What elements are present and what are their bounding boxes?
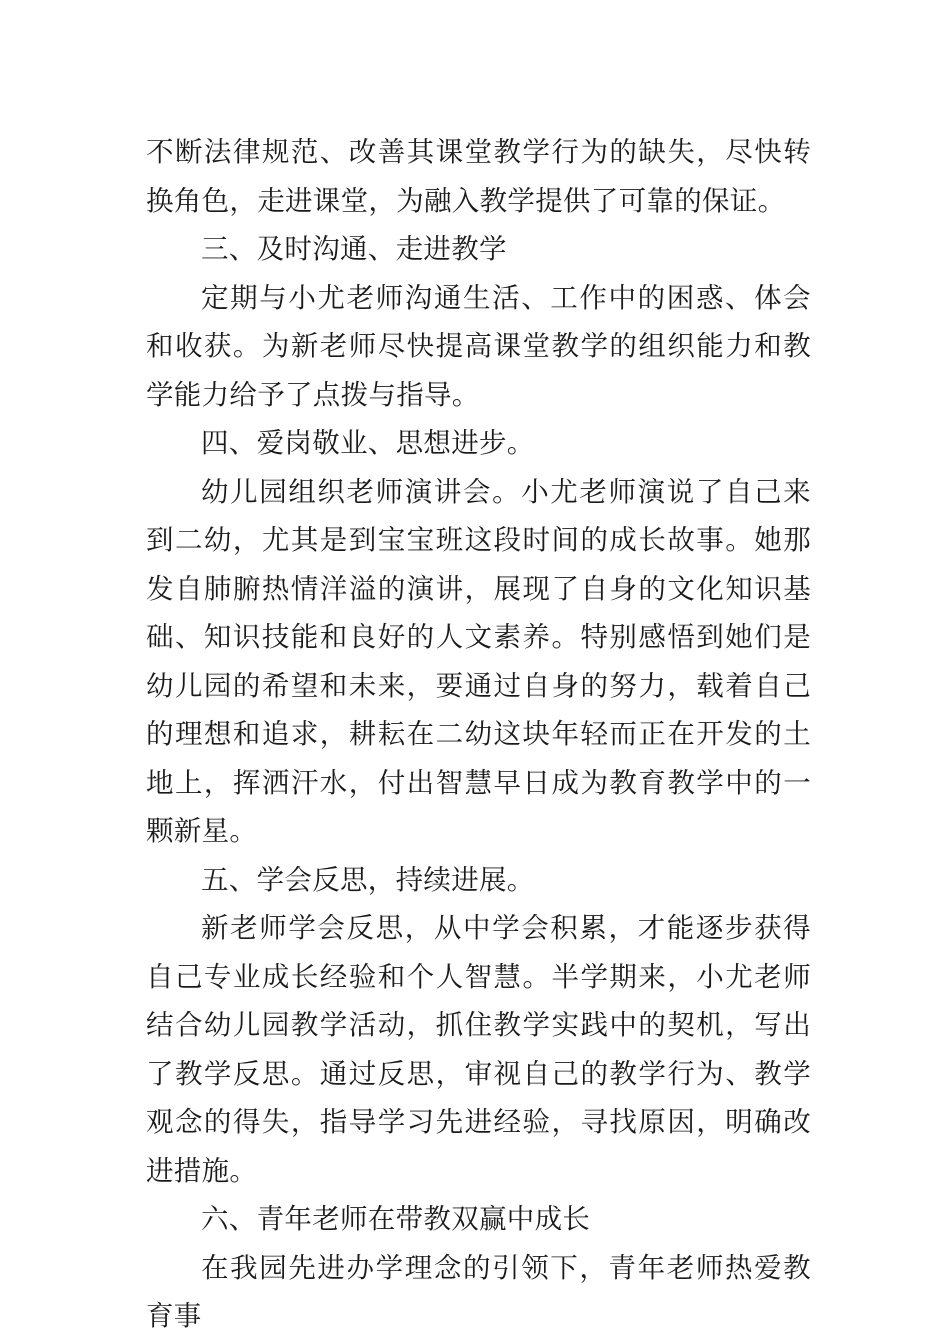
document-body bbox=[146, 128, 811, 1341]
paragraph-growth: 在我园先进办学理念的引领下，青年老师热爱教育事 bbox=[146, 1251, 811, 1332]
section-heading-3: 三、及时沟通、走进教学 bbox=[201, 233, 507, 265]
section-heading-4: 四、爱岗敬业、思想进步。 bbox=[201, 427, 535, 459]
section-heading-5: 五、学会反思，持续进展。 bbox=[201, 863, 535, 896]
paragraph-continuation: 不断法律规范、改善其课堂教学行为的缺失，尽快转换角色，走进课堂，为融入教学提供了可靠的保证。 bbox=[146, 136, 811, 217]
paragraph-communication: 定期与小尤老师沟通生活、工作中的困惑、体会和收获。为新老师尽快提高课堂教学的组织能力和教学能力给予了点拨与指导。 bbox=[146, 281, 811, 411]
paragraph-speech: 幼儿园组织老师演讲会。小尤老师演说了自己来到二幼，尤其是到宝宝班这段时间的成长故事。她那发自肺腑热情洋溢的演讲，展现了自身的文化知识基础、知识技能和良好的人文素养。特别感悟到她们是幼儿园的希望和未来，要通过自身的努力，载着自己的理想和追求，耕耘在二幼这块年轻而正在开发的土地上，挥洒汗水，付出智慧早日成为教育教学中的一颗新星。 bbox=[146, 475, 811, 847]
section-heading-6: 六、青年老师在带教双赢中成长 bbox=[201, 1203, 591, 1235]
paragraph-reflection: 新老师学会反思，从中学会积累，才能逐步获得自己专业成长经验和个人智慧。半学期来，小尤老师结合幼儿园教学活动，抓住教学实践中的契机，写出了教学反思。通过反思，审视自己的教学行为、教学观念的得失，指导学习先进经验，寻找原因，明确改进措施。 bbox=[146, 912, 811, 1187]
